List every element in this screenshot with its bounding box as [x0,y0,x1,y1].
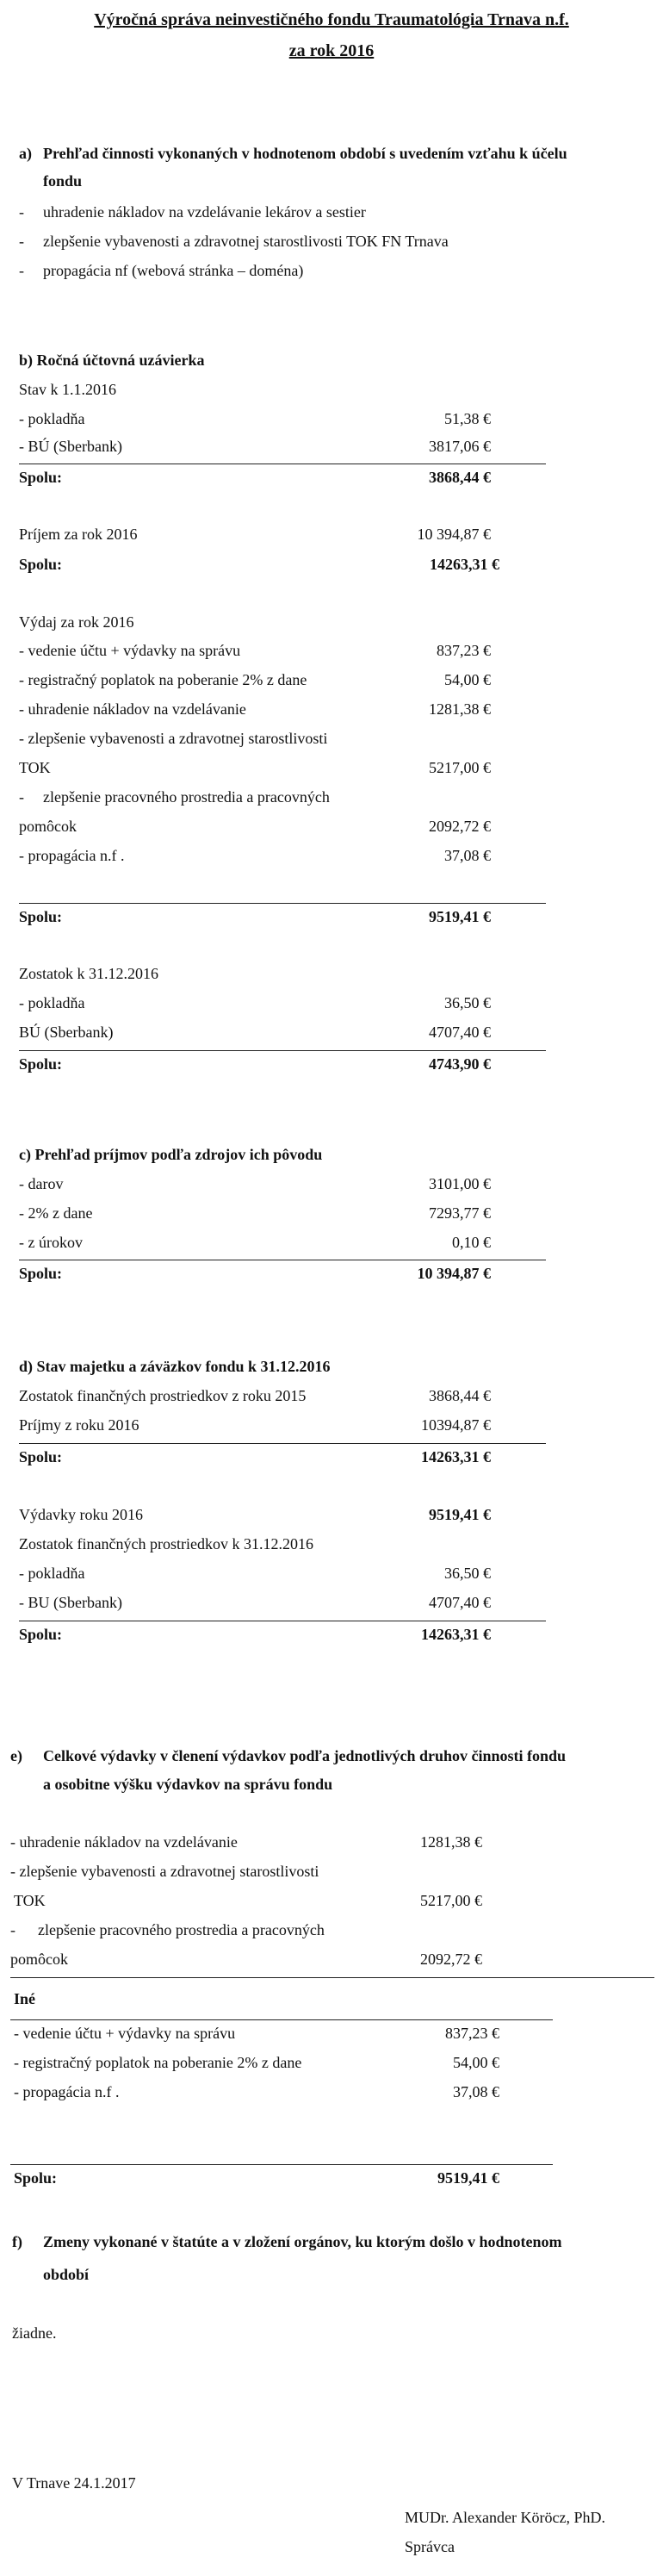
ledger-row-amount: 0,10 € [452,1234,491,1251]
ledger-row-label: - propagácia n.f . [14,2083,120,2100]
total-amount: 9519,41 € [429,908,491,925]
section-b-heading: b) Ročná účtovná uzávierka [19,352,205,369]
section-a-heading-cont: fondu [43,172,83,190]
place-date: V Trnave 24.1.2017 [12,2474,136,2492]
ledger-row-label: zlepšenie pracovného prostredia a pracovných [38,1921,325,1938]
activity-item: zlepšenie vybavenosti a zdravotnej starostlivosti TOK FN Trnava [43,233,449,250]
ledger-row-amount: 1281,38 € [420,1833,482,1851]
group-rule [10,1977,654,1978]
activity-item: uhradenie nákladov na vzdelávanie lekárov a sestier [43,203,366,221]
ledger-row-amount: 837,23 € [445,2025,499,2042]
total-label: Spolu: [14,2169,58,2187]
ledger-row-label: - uhradenie nákladov na vzdelávanie [19,700,246,718]
ledger-row-label: - pokladňa [19,994,85,1011]
ledger-row-amount: 36,50 € [444,1565,491,1582]
ledger-row-label: - pokladňa [19,410,85,427]
ledger-row-amount: 9519,41 € [429,1506,491,1523]
ledger-row-label: - 2% z dane [19,1204,93,1222]
section-e-letter: e) [10,1747,22,1764]
group-rule [10,2019,553,2020]
section-a-letter: a) [19,145,32,162]
total-label: Spolu: [19,1626,63,1643]
ledger-row-amount: 5217,00 € [429,759,491,776]
ledger-row-amount: 1281,38 € [429,700,491,718]
section-e-heading: Celkové výdavky v členení výdavkov podľa jednotlivých druhov činnosti fondu [43,1747,567,1764]
section-f-heading: Zmeny vykonané v štatúte a v zložení orgánov, ku ktorým došlo v hodnotenom [43,2233,562,2250]
ledger-row-amount: 7293,77 € [429,1204,491,1222]
ledger-row-label: - BU (Sberbank) [19,1594,122,1611]
ledger-row-label: - BÚ (Sberbank) [19,438,122,455]
total-label: Spolu: [19,556,63,573]
ledger-row-label: - zlepšenie vybavenosti a zdravotnej starostlivosti [10,1863,319,1880]
ledger-row-label: - registračný poplatok na poberanie 2% z dane [19,671,307,688]
total-label: Spolu: [19,1448,63,1465]
section-f-answer: žiadne. [12,2324,57,2342]
ledger-row-label: - vedenie účtu + výdavky na správu [19,642,241,659]
ledger-row-amount: 37,08 € [444,847,491,864]
ledger-row-label: Výdavky roku 2016 [19,1506,143,1523]
ledger-row-label-cont: TOK [19,759,51,776]
total-rule [19,1443,546,1444]
expense-heading: Výdaj za rok 2016 [19,613,134,631]
total-rule [10,2164,553,2165]
section-f-letter: f) [12,2233,22,2250]
total-amount: 3868,44 € [429,469,491,486]
ledger-row-label: - registračný poplatok na poberanie 2% z dane [14,2054,302,2071]
closing-balance-label: Zostatok finančných prostriedkov k 31.12.2016 [19,1535,313,1552]
section-f-heading-cont: období [43,2266,90,2283]
ledger-row-label-cont: TOK [14,1892,46,1909]
ledger-row-label-cont: pomôcok [19,818,77,835]
total-amount: 10 394,87 € [417,1265,491,1282]
ledger-row-amount: 2092,72 € [420,1951,482,1968]
ledger-row-amount: 3817,06 € [429,438,491,455]
bullet-dash: - [19,788,24,806]
total-amount: 14263,31 € [421,1626,491,1643]
ledger-row-amount: 3868,44 € [429,1387,491,1404]
ledger-row-amount: 10394,87 € [421,1416,491,1434]
section-c-heading: c) Prehľad príjmov podľa zdrojov ich pôvodu [19,1146,323,1163]
total-amount: 4743,90 € [429,1055,491,1073]
ledger-row-amount: 3101,00 € [429,1175,491,1192]
total-label: Spolu: [19,908,63,925]
ledger-row-label: - pokladňa [19,1565,85,1582]
ledger-row-amount: 5217,00 € [420,1892,482,1909]
ledger-row-label: - uhradenie nákladov na vzdelávanie [10,1833,238,1851]
balance-label: Stav k 1.1.2016 [19,381,117,398]
total-amount: 14263,31 € [430,556,499,573]
ledger-row-label: zlepšenie pracovného prostredia a pracovných [43,788,330,806]
ledger-row-amount: 37,08 € [453,2083,499,2100]
bullet-dash: - [19,233,24,250]
total-rule [19,903,546,904]
ledger-row-label: - zlepšenie vybavenosti a zdravotnej starostlivosti [19,730,328,747]
total-rule [19,1050,546,1051]
other-expenses-label: Iné [14,1990,36,2007]
signatory-name: MUDr. Alexander Köröcz, PhD. [405,2509,605,2526]
ledger-row-label: - propagácia n.f . [19,847,125,864]
total-label: Spolu: [19,469,63,486]
ledger-row-amount: 2092,72 € [429,818,491,835]
document-title: Výročná správa neinvestičného fondu Traumatológia Trnava n.f. [94,10,569,29]
ledger-row-amount: 4707,40 € [429,1024,491,1041]
ledger-row-label: BÚ (Sberbank) [19,1024,114,1041]
ledger-row-amount: 54,00 € [453,2054,499,2071]
ledger-row-label: - darov [19,1175,64,1192]
ledger-row-label: Zostatok finančných prostriedkov z roku 2015 [19,1387,307,1404]
ledger-row-label: - vedenie účtu + výdavky na správu [14,2025,236,2042]
activity-item: propagácia nf (webová stránka – doména) [43,262,304,279]
income-label: Príjem za rok 2016 [19,526,138,543]
ledger-row-amount: 4707,40 € [429,1594,491,1611]
signatory-role: Správca [405,2538,455,2555]
ledger-row-label-cont: pomôcok [10,1951,68,1968]
closing-balance-label: Zostatok k 31.12.2016 [19,965,158,982]
ledger-row-amount: 54,00 € [444,671,491,688]
bullet-dash: - [19,203,24,221]
ledger-row-label: - z úrokov [19,1234,83,1251]
document-subtitle: za rok 2016 [288,41,375,60]
ledger-row-amount: 837,23 € [437,642,491,659]
section-d-heading: d) Stav majetku a záväzkov fondu k 31.12.2016 [19,1358,331,1375]
ledger-row-amount: 51,38 € [444,410,491,427]
section-e-heading-cont: a osobitne výšku výdavkov na správu fondu [43,1776,333,1793]
bullet-dash: - [19,262,24,279]
total-label: Spolu: [19,1055,63,1073]
total-label: Spolu: [19,1265,63,1282]
ledger-row-amount: 36,50 € [444,994,491,1011]
income-amount: 10 394,87 € [417,526,491,543]
bullet-dash: - [10,1921,15,1938]
total-amount: 9519,41 € [437,2169,499,2187]
total-amount: 14263,31 € [421,1448,491,1465]
section-a-heading: Prehľad činnosti vykonaných v hodnotenom období s uvedením vzťahu k účelu [43,145,567,162]
ledger-row-label: Príjmy z roku 2016 [19,1416,139,1434]
